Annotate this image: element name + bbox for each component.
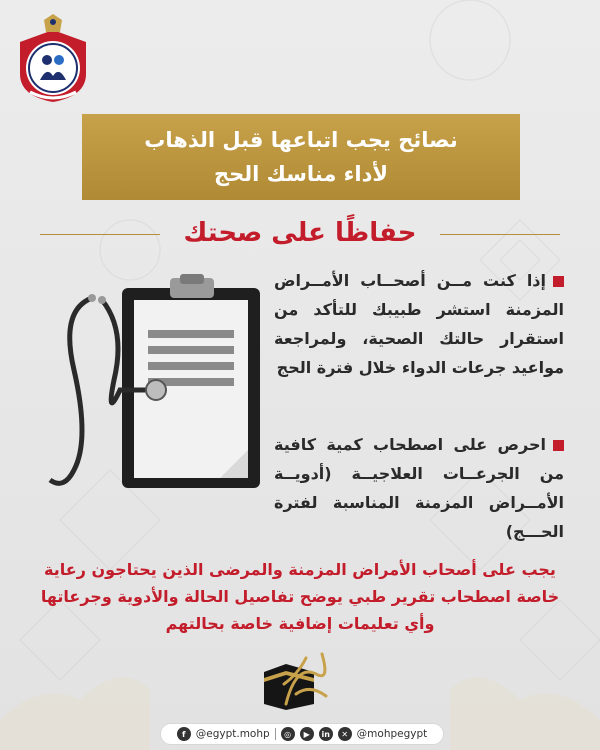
tip-item <box>274 430 564 546</box>
hajj-calligraphy <box>276 644 334 714</box>
facebook-handle[interactable]: @egypt.mohp <box>195 728 270 740</box>
bullet-square <box>553 440 564 451</box>
divider <box>275 728 276 740</box>
title-banner <box>82 114 520 200</box>
tip-text: احرص على اصطحاب كمية كافية من الجرعــات العلاجيــة (أدويــة الأمــراض المزمنة المناسبة لفترة الحـــج) <box>274 435 564 541</box>
ministry-logo <box>16 12 90 104</box>
clipboard-stethoscope-illustration <box>30 270 270 500</box>
subtitle: حفاظًا على صحتك <box>183 218 417 248</box>
medical-report-note: يجب على أصحاب الأمراض المزمنة والمرضى الذين يحتاجون رعاية خاصة اصطحاب تقرير طبي يوضح تفاصيل الحالة والأدوية وجرعاتها وأي تعليمات إضافية خاصة بحالتهم <box>40 560 560 633</box>
tip-text: إذا كنت مــن أصحــاب الأمــراض المزمنة استشر طبيبك للتأكد من استقرار حالتك الصحية، ولمراجعة مواعيد جرعات الدواء خلال فترة الحج <box>274 271 564 377</box>
youtube-icon[interactable]: ▶ <box>300 727 314 741</box>
social-handle[interactable]: @mohpegypt <box>356 728 428 740</box>
title-line-2: لأداء مناسك الحج <box>214 162 388 186</box>
title-line-1: نصائح يجب اتباعها قبل الذهاب <box>144 128 458 152</box>
facebook-icon[interactable]: f <box>177 727 191 741</box>
instagram-icon[interactable]: ◎ <box>281 727 295 741</box>
linkedin-icon[interactable]: in <box>319 727 333 741</box>
social-footer <box>160 723 444 745</box>
bullet-square <box>553 276 564 287</box>
tip-item <box>274 266 564 382</box>
x-icon[interactable]: ✕ <box>338 727 352 741</box>
